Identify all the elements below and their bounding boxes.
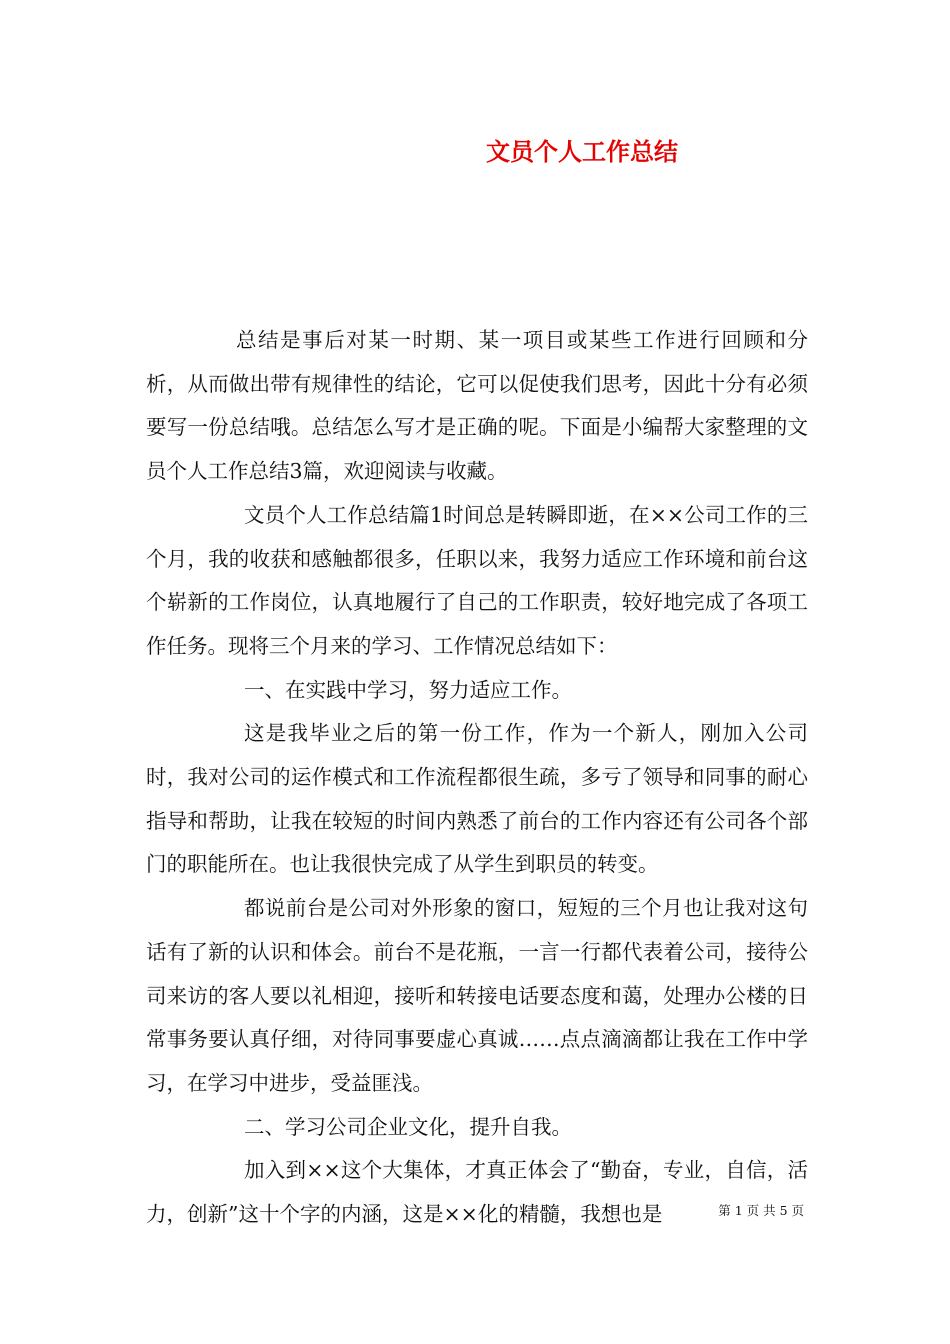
document-title: 文员个人工作总结 xyxy=(486,137,678,166)
paragraph-first-job: 这是我毕业之后的第一份工作，作为一个新人，刚加入公司时，我对公司的运作模式和工作流程都很生疏，多亏了领导和同事的耐心指导和帮助，让我在较短的时间内熟悉了前台的工作内容还有公司各个部门的职能所在。也让我很快完成了从学生到职员的转变。 xyxy=(146,721,808,877)
section-heading-2: 二、学习公司企业文化，提升自我。 xyxy=(244,1114,572,1139)
paragraph-front-desk: 都说前台是公司对外形象的窗口，短短的三个月也让我对这句话有了新的认识和体会。前台不是花瓶，一言一行都代表着公司，接待公司来访的客人要以礼相迎，接听和转接电话要态度和蔼，处理办公楼的日常事务要认真仔细，对待同事要虚心真诚……点点滴滴都让我在工作中学习，在学习中进步，受益匪浅。 xyxy=(146,896,808,1095)
document-body xyxy=(146,319,808,1237)
page-number: 第 1 页 共 5 页 xyxy=(718,1203,804,1218)
section-heading-1: 一、在实践中学习，努力适应工作。 xyxy=(244,677,572,702)
paragraph-intro: 总结是事后对某一时期、某一项目或某些工作进行回顾和分析，从而做出带有规律性的结论，它可以促使我们思考，因此十分有必须要写一份总结哦。总结怎么写才是正确的呢。下面是小编帮大家整理的文员个人工作总结3篇，欢迎阅读与收藏。 xyxy=(146,328,808,484)
paragraph-culture: 加入到××这个大集体，才真正体会了“勤奋，专业，自信，活力，创新”这十个字的内涵，这是××化的精髓，我想也是 xyxy=(146,1158,808,1227)
paragraph-summary-1: 文员个人工作总结篇1时间总是转瞬即逝，在××公司工作的三个月，我的收获和感触都很多，任职以来，我努力适应工作环境和前台这个崭新的工作岗位，认真地履行了自己的工作职责，较好地完成了各项工作任务。现将三个月来的学习、工作情况总结如下： xyxy=(146,502,808,658)
